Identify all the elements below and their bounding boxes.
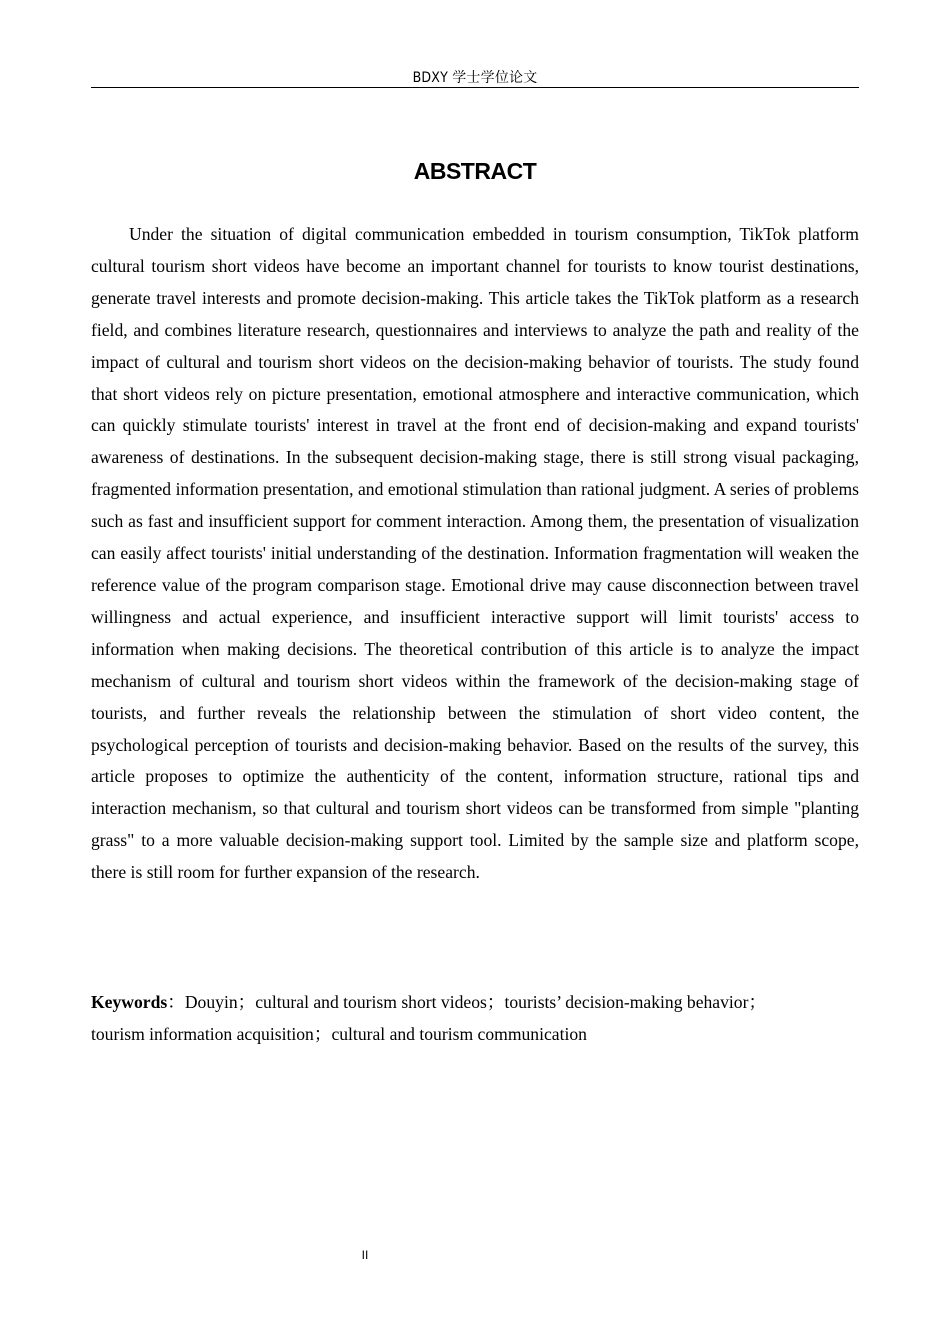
keywords-colon: ：: [167, 992, 185, 1012]
abstract-body: Under the situation of digital communication embedded in tourism consumption, TikTok platform cultural tourism short videos have become an important channel for tourists to know tourist destinations, generate travel interests and promote decision-making. This article takes the TikTok platform as a research field, and combines literature research, questionnaires and interviews to analyze the path and reality of the impact of cultural and tourism short videos on the decision-making behavior of tourists. The study found that short videos rely on picture presentation, emotional atmosphere and interactive communication, which can quickly stimulate tourists' interest in travel at the front end of decision-making and expand tourists' awareness of destinations. In the subsequent decision-making stage, there is still strong visual packaging, fragmented information presentation, and emotional stimulation than rational judgment. A series of problems such as fast and insufficient support for comment interaction. Among them, the presentation of visualization can easily affect tourists' initial understanding of the destination. Information fragmentation will weaken the reference value of the program comparison stage. Emotional drive may cause disconnection between travel willingness and actual experience, and insufficient interactive support will limit tourists' access to information when making decisions. The theoretical contribution of this article is to analyze the impact mechanism of cultural and tourism short videos within the framework of the decision-making stage of tourists, and further reveals the relationship between the stimulation of short video content, the psychological perception of tourists and decision-making behavior. Based on the results of the survey, this article proposes to optimize the authenticity of the content, information structure, rational tips and interaction mechanism, so that cultural and tourism short videos can be transformed from simple "planting grass" to a more valuable decision-making support tool. Limited by the sample size and platform scope, there is still room for further expansion of the research.: [91, 224, 859, 883]
keyword-separator: ；: [237, 992, 256, 1012]
keyword-separator: ；: [486, 992, 505, 1012]
keywords-label: Keywords: [91, 992, 168, 1012]
running-header: BDXY 学士学位论文: [91, 69, 859, 88]
abstract-title: ABSTRACT: [413, 158, 537, 184]
keyword-item: cultural and tourism communication: [331, 1024, 587, 1044]
keyword-item: tourism information acquisition: [91, 1024, 314, 1044]
page-number: II: [361, 1248, 369, 1262]
keyword-item: Douyin: [184, 992, 238, 1012]
keyword-item: cultural and tourism short videos: [255, 992, 487, 1012]
keyword-separator: ；: [748, 992, 767, 1012]
keywords-line: [91, 986, 859, 1050]
keyword-separator: ；: [313, 1024, 332, 1044]
keyword-item: tourists’ decision-making behavior: [504, 992, 749, 1012]
